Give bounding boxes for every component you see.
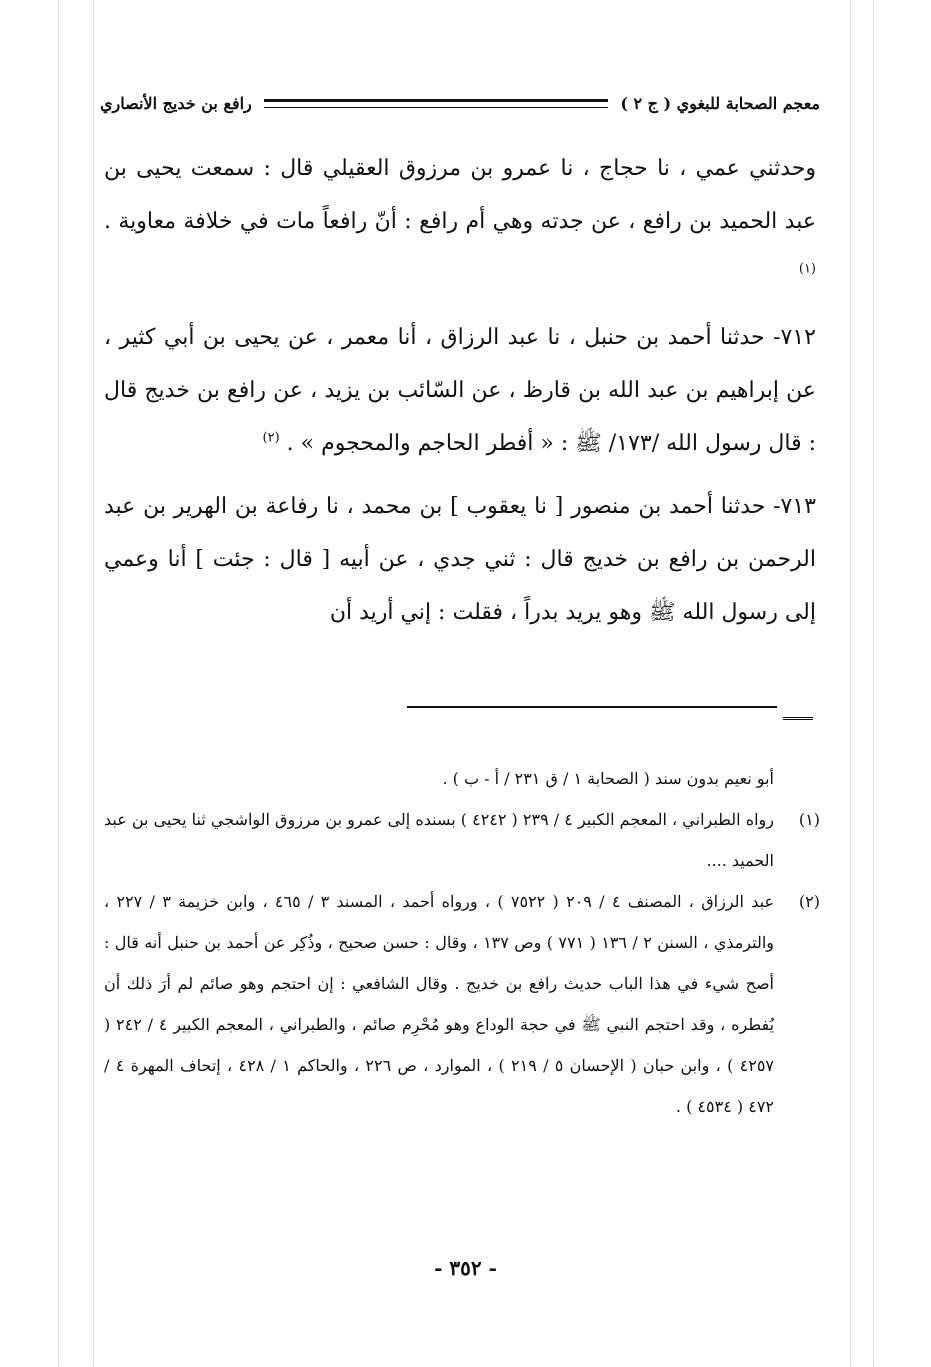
- running-header: [100, 88, 820, 118]
- scan-margin-guide: [93, 0, 94, 1367]
- header-book-title: معجم الصحابة للبغوي ( ج ٢ ): [620, 93, 820, 113]
- hadith-712: [104, 311, 816, 470]
- footnote-ref: (٢): [262, 430, 280, 446]
- main-text: [104, 142, 816, 649]
- scan-margin-guide: [873, 0, 874, 1367]
- hadith-713: [104, 480, 816, 639]
- scan-margin-guide: [58, 0, 59, 1367]
- header-section-name: رافع بن خديج الأنصاري: [100, 93, 252, 113]
- footnote-number: (١): [798, 810, 820, 829]
- footnotes: [104, 758, 820, 1127]
- paragraph-text: ٧١٣- حدثنا أحمد بن منصور [ نا يعقوب ] بن محمد ، نا رفاعة بن الهرير بن عبد الرحمن بن رافع بن خديج قال : ثني جدي ، عن أبيه [ قال : جئت ] أنا وعمي إلى رسول الله ﷺ وهو يريد بدراً ، فقلت : إني أريد أن: [104, 494, 816, 625]
- footnote-separator: [407, 706, 777, 708]
- footnote-ref: (١): [798, 261, 816, 277]
- footnote-text: عبد الرزاق ، المصنف ٤ / ٢٠٩ ( ٧٥٢٢ ) ، ورواه أحمد ، المسند ٣ / ٤٦٥ ، وابن خزيمة ٣ / ٢٢٧ ، والترمذي ، السنن ٢ / ١٣٦ ( ٧٧١ ) وص ١٣٧ ، وقال : حسن صحيح ، وذُكِر عن أحمد بن حنبل أنه قال : أصح شيء في هذا الباب حديث رافع بن خديج . وقال الشافعي : إن احتجم وهو صائم لم أرَ ذلك أن يُفطره ، وقد احتجم النبي ﷺ في حجة الوداع وهو مُحْرِم صائم ، والطبراني ، المعجم الكبير ٤ / ٢٤٢ ( ٤٢٥٧ ) ، وابن حبان ( الإحسان ٥ / ٢١٩ ) ، الموارد ، ص ٢٢٦ ، والحاكم ١ / ٤٢٨ ، إتحاف المهرة ٤ / ٤٧٢ ( ٤٥٣٤ ) .: [104, 892, 775, 1116]
- paragraph-text: وحدثني عمي ، نا حجاج ، نا عمرو بن مرزوق العقيلي قال : سمعت يحيى بن عبد الحميد بن رافع ، عن جدته وهي أم رافع : أنّ رافعاً مات في خلافة معاوية .: [104, 156, 816, 234]
- paragraph-text: ٧١٢- حدثنا أحمد بن حنبل ، نا عبد الرزاق ، أنا معمر ، عن يحيى بن أبي كثير ، عن إبراهيم بن عبد الله بن قارظ ، عن السّائب بن يزيد ، عن رافع بن خديج قال : قال رسول الله /١٧٣/ ﷺ : « أفطر الحاجم والمحجوم » .: [104, 325, 816, 456]
- footnote-number: (٢): [798, 892, 820, 911]
- paragraph: [104, 142, 816, 301]
- footnote-text: رواه الطبراني ، المعجم الكبير ٤ / ٢٣٩ ( ٤٢٤٢ ) بسنده إلى عمرو بن مرزوق الواشجي ثنا يحيى بن عبد الحميد ....: [104, 810, 774, 870]
- footnote-separator-mark: [783, 717, 813, 720]
- scan-margin-guide: [850, 0, 851, 1367]
- page-number: - ٣٥٢ -: [434, 1256, 497, 1280]
- footnote-item: [104, 881, 820, 1127]
- footnote-item: [104, 799, 820, 881]
- footnote-continuation: أبو نعيم بدون سند ( الصحابة ١ / ق ٢٣١ / أ - ب ) .: [442, 769, 774, 788]
- header-rule: [264, 99, 609, 108]
